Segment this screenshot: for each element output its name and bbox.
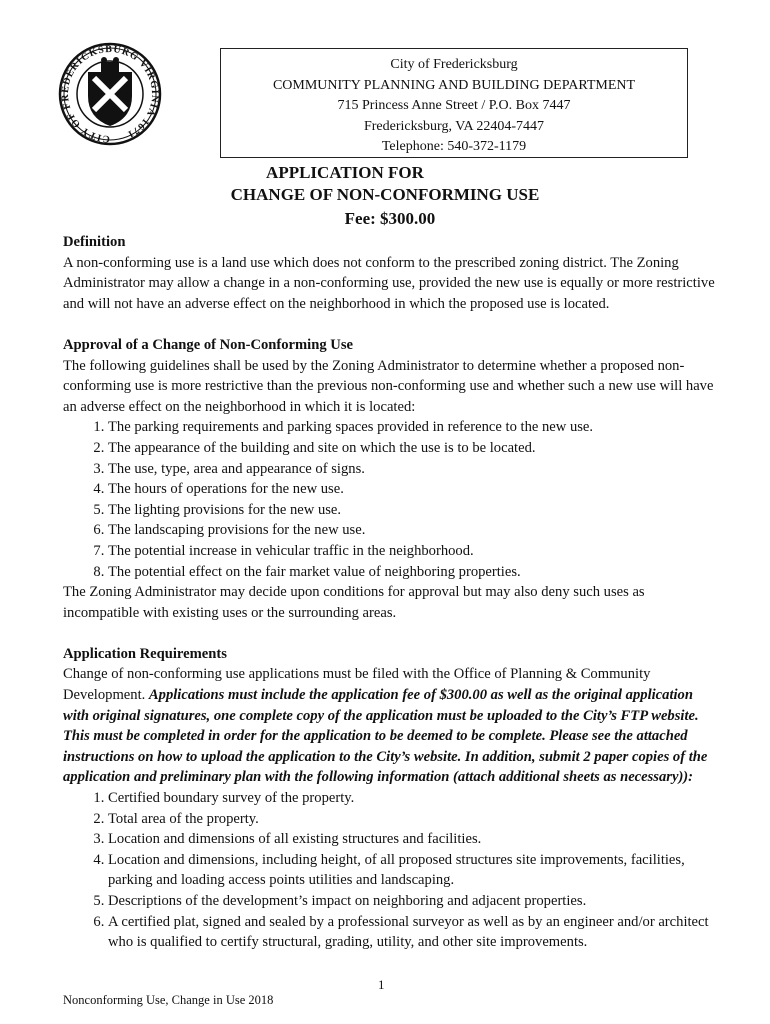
- header-street: 715 Princess Anne Street / P.O. Box 7447: [337, 98, 571, 113]
- definition-text: A non-conforming use is a land use which does not conform to the prescribed zoning district. The Zoning Administrator may allow a change in a non-conforming use, provided the new use is equally or more restrictive and will not have an adverse effect on the neighborhood in which the proposed use is located.: [63, 254, 715, 312]
- department-header-box: [220, 48, 688, 158]
- requirements-intro: [63, 664, 718, 788]
- approval-heading: Approval of a Change of Non-Conforming Use: [63, 336, 353, 353]
- header-city: City of Fredericksburg: [390, 57, 518, 72]
- list-item: 7. The potential increase in vehicular traffic in the neighborhood.: [108, 541, 718, 562]
- list-item: 4. The hours of operations for the new use.: [108, 479, 718, 500]
- list-item: 1. Certified boundary survey of the property.: [108, 788, 718, 809]
- requirements-heading: Application Requirements: [63, 645, 227, 662]
- list-item: 4. Location and dimensions, including height, of all proposed structures site improvements, facilities, parking and loading access points utilities and landscaping.: [108, 850, 718, 891]
- list-item: 5. The lighting provisions for the new use.: [108, 500, 718, 521]
- header-city-state-zip: Fredericksburg, VA 22404-7447: [363, 118, 545, 134]
- list-item: 1. The parking requirements and parking spaces provided in reference to the new use.: [108, 417, 718, 438]
- requirements-intro-plain: Change of non-conforming use applications must be filed with the Office of Planning & Community Development.: [63, 666, 651, 704]
- requirements-list: [63, 788, 718, 953]
- list-item: 5. Descriptions of the development’s impact on neighboring and adjacent properties.: [108, 891, 718, 912]
- list-item: 8. The potential effect on the fair market value of neighboring properties.: [108, 562, 718, 583]
- list-item: 2. Total area of the property.: [108, 809, 718, 830]
- header-department: COMMUNITY PLANNING AND BUILDING DEPARTMENT: [272, 77, 636, 93]
- definition-heading: Definition: [63, 234, 126, 250]
- footer-text: Nonconforming Use, Change in Use 2018: [63, 993, 274, 1007]
- list-item: 6. The landscaping provisions for the new use.: [108, 520, 718, 541]
- title-line-1: APPLICATION FOR: [266, 163, 424, 182]
- page-number: 1: [378, 977, 385, 992]
- list-item: 6. A certified plat, signed and sealed by a professional surveyor as well as by an engineer and/or architect who is qualified to certify structural, grading, utility, and other site improvements.: [108, 912, 718, 953]
- approval-closing: The Zoning Administrator may decide upon conditions for approval but may also deny such uses as incompatible with existing uses or the surrounding areas.: [63, 584, 645, 621]
- city-seal: [58, 40, 162, 148]
- list-item: 2. The appearance of the building and site on which the use is to be located.: [108, 438, 718, 459]
- list-item: 3. The use, type, area and appearance of signs.: [108, 459, 718, 480]
- requirements-intro-emphasis: Applications must include the application fee of $300.00 as well as the original application with original signatures, one complete copy of the application must be uploaded to the City’s FTP website. This must be completed in order for the application to be deemed to be complete. Please see the attached instructions on how to upload the application to the City’s website. In addition, submit 2 paper copies of the application and preliminary plan with the following information (attach additional sheets as necessary)):: [63, 687, 708, 786]
- list-item: 3. Location and dimensions of all existing structures and facilities.: [108, 829, 718, 850]
- title-fee: Fee: $300.00: [344, 209, 436, 228]
- seal-text: CITY OF FREDERICKSBURG VIRGINIA 1671: [59, 43, 161, 145]
- header-telephone: Telephone: 540-372-1179: [381, 139, 527, 154]
- document-body: [63, 232, 718, 953]
- title-line-2: CHANGE OF NON-CONFORMING USE: [230, 185, 540, 204]
- approval-intro: The following guidelines shall be used by the Zoning Administrator to determine whether a proposed non-conforming use is more restrictive than the previous non-conforming use and whether such a new use will have an adverse effect on the neighborhood in which it is located:: [63, 357, 714, 415]
- approval-guidelines-list: [63, 417, 718, 582]
